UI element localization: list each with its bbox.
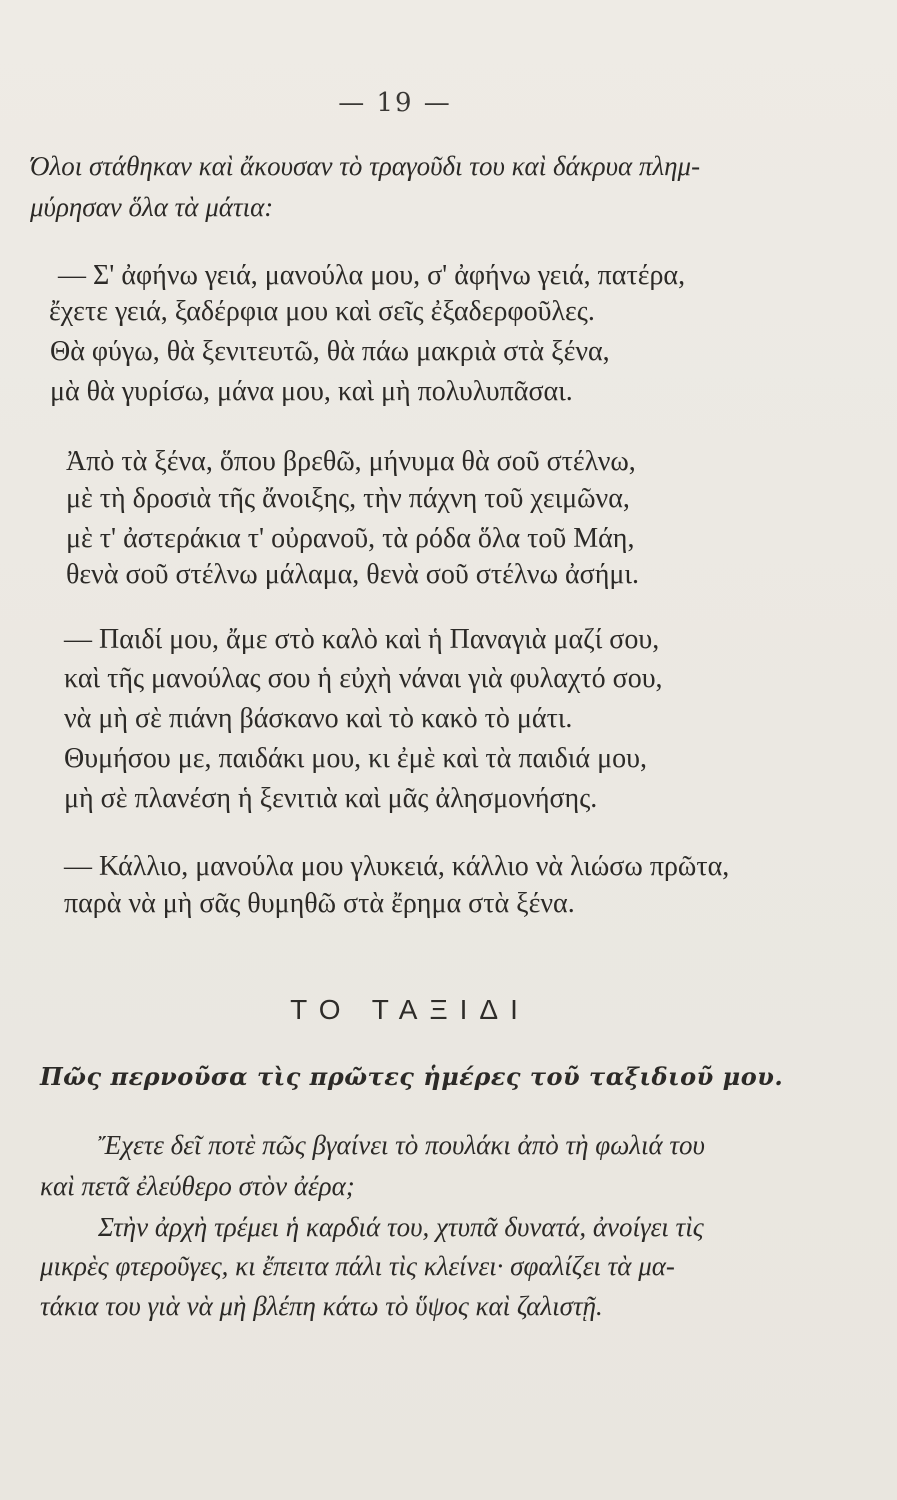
stanza4-line-1: — Κάλλιο, μανούλα μου γλυκειά, κάλλιο νὰ λιώσω πρῶτα, [64,851,730,882]
page-number: — 19 — [338,88,452,118]
stanza2-line-2: μὲ τὴ δροσιὰ τῆς ἄνοιξης, τὴν πάχνη τοῦ χειμῶνα, [66,483,630,514]
stanza1-line-4: μὰ θὰ γυρίσω, μάνα μου, καὶ μὴ πολυλυπᾶσαι. [50,376,573,407]
para2-line-3: τάκια του γιὰ νὰ μὴ βλέπη κάτω τὸ ὕψος καὶ ζαλιστῇ. [40,1291,603,1321]
stanza1-line-1: — Σ' ἀφήνω γειά, μανούλα μου, σ' ἀφήνω γειά, πατέρα, [58,260,686,291]
para2-line-2: μικρὲς φτεροῦγες, κι ἔπειτα πάλι τὶς κλείνει· σφαλίζει τὰ μα- [40,1251,675,1281]
intro-line-2: μύρησαν ὅλα τὰ μάτια: [30,192,274,222]
stanza3-line-3: νὰ μὴ σὲ πιάνη βάσκανο καὶ τὸ κακὸ τὸ μάτι. [64,703,573,734]
section-title: ΤΟ ΤΑΞΙΔΙ [290,994,530,1025]
stanza1-line-3: Θὰ φύγω, θὰ ξενιτευτῶ, θὰ πάω μακριὰ στὰ ξένα, [50,336,610,367]
stanza2-line-4: θενὰ σοῦ στέλνω μάλαμα, θενὰ σοῦ στέλνω ἀσήμι. [66,559,639,590]
stanza3-line-2: καὶ τῆς μανούλας σου ἡ εὐχὴ νάναι γιὰ φυλαχτό σου, [64,663,663,694]
para1-line-2: καὶ πετᾶ ἐλεύθερο στὸν ἀέρα; [40,1171,355,1201]
stanza3-line-4: Θυμήσου με, παιδάκι μου, κι ἐμὲ καὶ τὰ παιδιά μου, [64,743,647,774]
stanza4-line-2: παρὰ νὰ μὴ σᾶς θυμηθῶ στὰ ἔρημα στὰ ξένα. [64,888,575,919]
stanza3-line-5: μὴ σὲ πλανέση ἡ ξενιτιὰ καὶ μᾶς ἀλησμονήσης. [64,783,598,814]
para2-line-1: Στὴν ἀρχὴ τρέμει ἡ καρδιά του, χτυπᾶ δυνατά, ἀνοίγει τὶς [98,1212,704,1242]
stanza2-line-1: Ἀπὸ τὰ ξένα, ὅπου βρεθῶ, μήνυμα θὰ σοῦ στέλνω, [66,446,636,477]
para1-line-1: Ἔχετε δεῖ ποτὲ πῶς βγαίνει τὸ πουλάκι ἀπὸ τὴ φωλιά του [98,1130,705,1160]
stanza2-line-3: μὲ τ' ἀστεράκια τ' οὐρανοῦ, τὰ ρόδα ὅλα τοῦ Μάη, [66,523,635,554]
section-subtitle: Πῶς περνοῦσα τὶς πρῶτες ἡμέρες τοῦ ταξιδιοῦ μου. [40,1062,784,1091]
stanza3-line-1: — Παιδί μου, ἄμε στὸ καλὸ καὶ ἡ Παναγιὰ μαζί σου, [64,624,660,655]
stanza1-line-2: ἔχετε γειά, ξαδέρφια μου καὶ σεῖς ἐξαδερφοῦλες. [49,296,595,327]
intro-line-1: Όλοι στάθηκαν καὶ ἄκουσαν τὸ τραγοῦδι του καὶ δάκρυα πλημ- [30,151,701,181]
